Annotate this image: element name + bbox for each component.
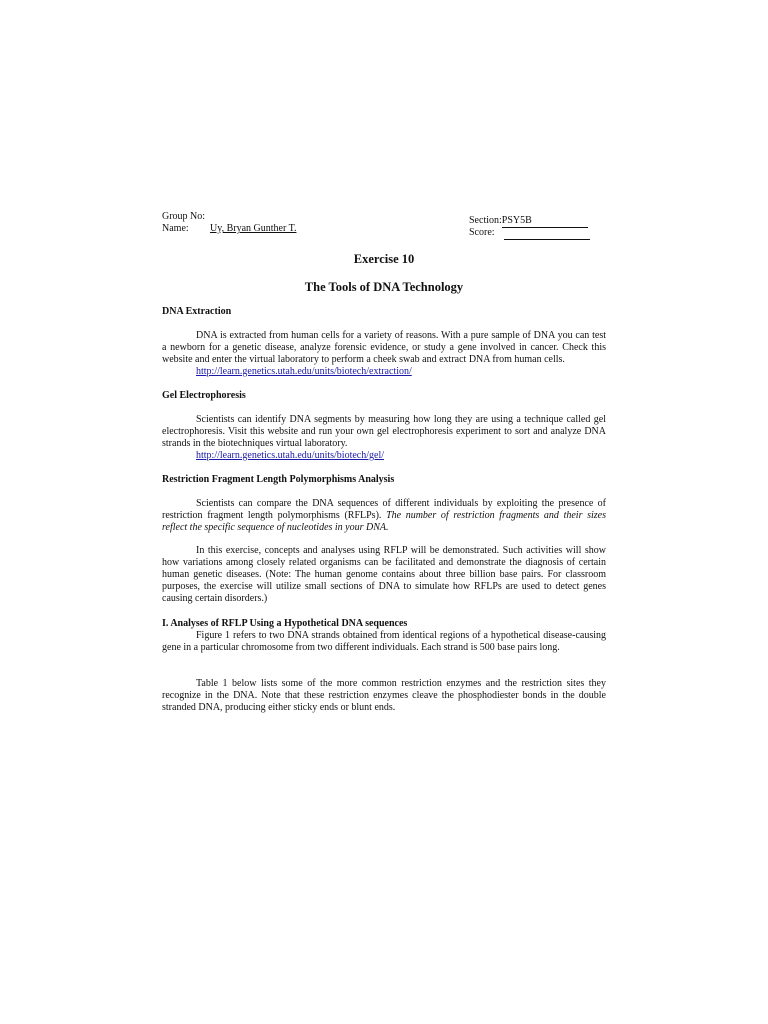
- main-title: The Tools of DNA Technology: [304, 280, 464, 294]
- section-label: Section:: [469, 215, 502, 226]
- gel-link[interactable]: http://learn.genetics.utah.edu/units/biotech/gel/: [196, 450, 385, 461]
- exercise-title: Exercise 10: [353, 252, 415, 266]
- gel-text: Scientists can identify DNA segments by measuring how long they are using a technique called gel electrophoresis. Visit this website and run your own gel electrophoresis experiment to sort and analyze DNA strands in the biotechniques virtual laboratory.: [162, 414, 606, 449]
- score-field: [504, 227, 590, 240]
- section-score-info: [469, 215, 609, 239]
- name-label: Name:: [162, 223, 189, 234]
- group-label: Group No:: [162, 211, 206, 222]
- paragraph-dna-extraction: [162, 330, 606, 366]
- paragraph-gel: [162, 414, 606, 450]
- analyses-text-2: Table 1 below lists some of the more common restriction enzymes and the restriction sites they recognize in the DNA. Note that these restriction enzymes cleave the phosphodiester bonds in the double stranded DNA, producing either sticky ends or blunt ends.: [162, 678, 606, 713]
- group-row: [162, 211, 462, 223]
- name-row: [162, 223, 462, 235]
- extraction-link[interactable]: http://learn.genetics.utah.edu/units/biotech/extraction/: [196, 366, 412, 377]
- section-row: [469, 215, 609, 227]
- paragraph-analyses-2: [162, 678, 606, 714]
- heading-analyses: I. Analyses of RFLP Using a Hypothetical DNA sequences: [162, 618, 408, 629]
- document-page: [162, 0, 606, 1024]
- analyses-text-1: Figure 1 refers to two DNA strands obtained from identical regions of a hypothetical disease-causing gene in a particular chromosome from two different individuals. Each strand is 500 base pairs long.: [162, 630, 606, 653]
- heading-dna-extraction: DNA Extraction: [162, 306, 232, 317]
- paragraph-rflp-2: [162, 545, 606, 605]
- score-row: [469, 227, 609, 239]
- name-value: Uy, Bryan Gunther T.: [210, 223, 297, 234]
- score-label: Score:: [469, 227, 495, 238]
- rflp-text: Scientists can compare the DNA sequences of different individuals by exploiting the presence of restriction fragment length polymorphisms (RFLPs).: [162, 498, 606, 521]
- heading-rflp: Restriction Fragment Length Polymorphisms Analysis: [162, 474, 395, 485]
- extraction-text: DNA is extracted from human cells for a variety of reasons. With a pure sample of DNA you can test a newborn for a genetic disease, analyze forensic evidence, or study a gene involved in cancer. Check this website and enter the virtual laboratory to perform a cheek swab and extract DNA from human cells.: [162, 330, 606, 365]
- section-value: PSY5B: [501, 215, 532, 226]
- paragraph-analyses-1: [162, 630, 606, 654]
- paragraph-rflp-1: [162, 498, 606, 534]
- heading-gel-electrophoresis: Gel Electrophoresis: [162, 390, 246, 401]
- student-info: [162, 211, 462, 235]
- rflp-text-2: In this exercise, concepts and analyses using RFLP will be demonstrated. Such activities will show how variations among closely related organisms can be facilitated and demonstrate the diagnosis of certain human genetic diseases. (Note: The human genome contains about three billion base pairs. For classroom purposes, the exercise will utilize small sections of DNA to simulate how RFLPs are used to detect genes causing certain disorders.): [162, 545, 606, 604]
- rflp-italic-text: The number of restriction fragments and their sizes reflect the specific sequence of nucleotides in your DNA.: [162, 510, 607, 533]
